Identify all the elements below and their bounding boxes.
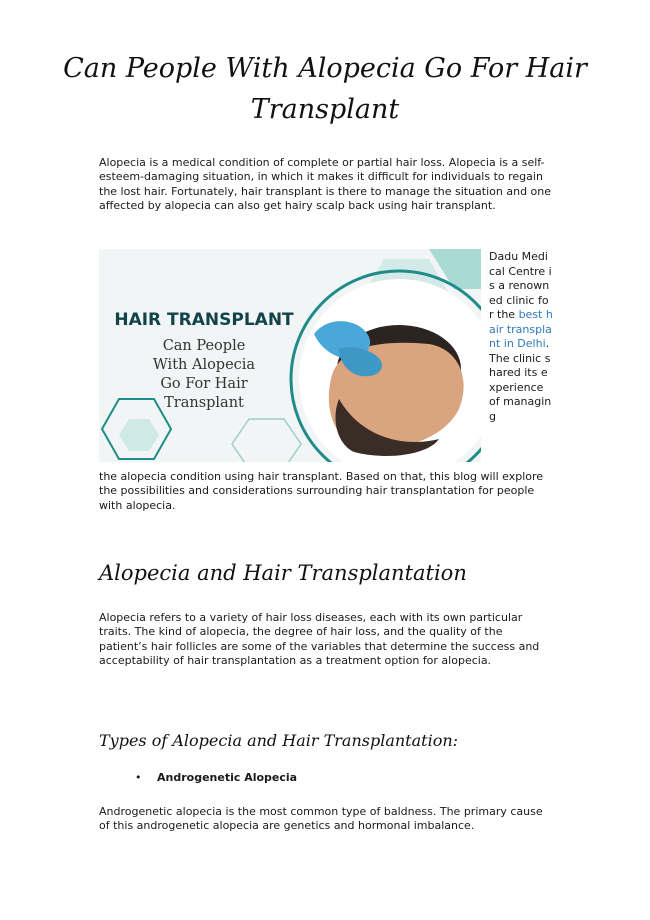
hero-subtitle <box>99 337 309 413</box>
hero-heading: HAIR TRANSPLANT <box>114 310 294 330</box>
page-title: Can People With Alopecia Go For Hair Transplant <box>63 53 587 125</box>
hero-image <box>99 249 481 462</box>
section-paragraph: Alopecia refers to a variety of hair loss diseases, each with its own particular traits. The kind of alopecia, the degree of hair loss, and the quality of the patient’s hair follicles are some of the variables that determine the success and acceptability of hair transplantation as a treatment option for alopecia. <box>99 611 540 668</box>
intro-paragraph: Alopecia is a medical condition of complete or partial hair loss. Alopecia is a self-esteem-damaging situation, in which it makes it difficult for individuals to regain the lost hair. Fortunately, hair transplant is there to manage the situation and one affected by alopecia can also get hairy scalp back using hair transplant. <box>99 156 552 213</box>
side-text-before: Dadu Medical Centre is a renowned clinic for the <box>489 250 552 321</box>
subheading: Types of Alopecia and Hair Transplantation: <box>99 731 459 750</box>
bullet-item: Androgenetic Alopecia <box>157 771 298 784</box>
final-paragraph: Androgenetic alopecia is the most common type of baldness. The primary cause of this androgenetic alopecia are genetics and hormonal imbalance. <box>99 805 543 833</box>
side-text <box>489 250 553 424</box>
hero-subtitle-line: Transplant <box>164 395 244 411</box>
side-text-after: . The clinic shared its experience of managing <box>489 337 552 423</box>
hero-subtitle-line: Go For Hair <box>160 376 248 392</box>
section-heading: Alopecia and Hair Transplantation <box>99 561 467 585</box>
continuation-paragraph: the alopecia condition using hair transplant. Based on that, this blog will explore the possibilities and considerations surrounding hair transplantation for people with alopecia. <box>99 470 544 512</box>
hero-subtitle-line: Can People <box>162 338 246 354</box>
hero-subtitle-line: With Alopecia <box>152 357 256 373</box>
best-hair-transplant-link[interactable]: best hair transplant in Delhi <box>489 308 553 350</box>
bullet-dot: • <box>135 771 142 784</box>
